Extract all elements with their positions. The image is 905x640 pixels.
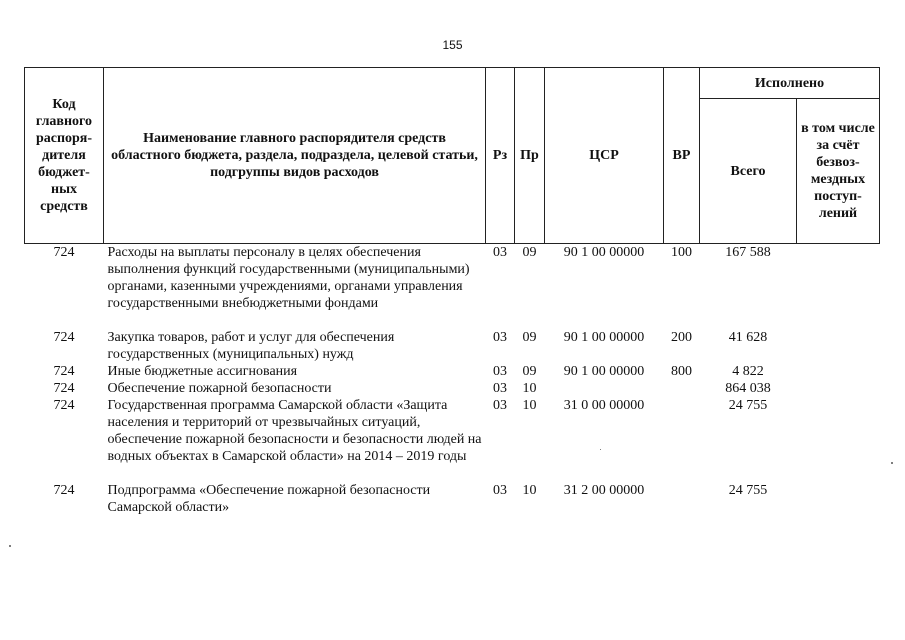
scan-speck — [600, 449, 601, 450]
row-total: 4 822 — [732, 364, 764, 379]
row-rz: 03 — [493, 483, 507, 498]
table-row — [25, 244, 880, 330]
row-csr: 90 1 00 00000 — [563, 330, 645, 345]
header-vr: ВР — [664, 68, 700, 244]
scan-speck — [9, 545, 11, 547]
row-name: Государственная программа Самарской области «Защита населения и территорий от чрезвычайных ситуаций, обеспечение пожарной безопасности и безопасности людей на водных объектах в Самарской области» на 2014 – 2019 годы — [107, 398, 482, 464]
row-name: Расходы на выплаты персоналу в целях обеспечения выполнения функций государственными (муниципальными) органами, казенными учреждениями, органами управления государственными внебюджетными фондами — [107, 245, 470, 311]
row-pr: 09 — [522, 245, 537, 260]
row-rz: 03 — [493, 245, 507, 260]
budget-expenditure-table — [24, 67, 880, 516]
row-vr — [664, 397, 700, 482]
row-gratuitous — [797, 329, 880, 363]
header-code: Код главного распоря-дителя бюджет-ных средств — [25, 68, 104, 244]
row-csr — [545, 380, 664, 397]
row-gratuitous — [797, 244, 880, 330]
row-vr: 800 — [671, 364, 692, 379]
scan-speck — [891, 462, 893, 464]
row-rz: 03 — [493, 330, 507, 345]
header-pr: Пр — [515, 68, 545, 244]
row-name: Подпрограмма «Обеспечение пожарной безопасности Самарской области» — [107, 483, 431, 515]
row-total: 41 628 — [728, 330, 768, 345]
row-total: 864 038 — [725, 381, 771, 396]
row-csr: 31 2 00 00000 — [563, 483, 645, 498]
row-code: 724 — [53, 245, 75, 260]
table-row — [25, 380, 880, 397]
header-gratuitous: в том числе за счёт безвоз-мездных поступ-лений — [797, 99, 880, 244]
row-vr: 100 — [671, 245, 692, 260]
row-code: 724 — [53, 364, 75, 379]
row-pr: 10 — [522, 483, 537, 498]
row-rz: 03 — [493, 398, 507, 413]
table-body — [25, 244, 880, 517]
row-pr: 09 — [522, 364, 537, 379]
row-vr: 200 — [671, 330, 692, 345]
row-total: 24 755 — [728, 483, 768, 498]
row-code: 724 — [53, 381, 75, 396]
row-total: 24 755 — [728, 398, 768, 413]
row-gratuitous — [797, 363, 880, 380]
table-row — [25, 397, 880, 482]
table-header — [25, 68, 880, 244]
row-csr: 31 0 00 00000 — [563, 398, 645, 413]
row-pr: 10 — [522, 398, 537, 413]
row-pr: 10 — [522, 381, 537, 396]
header-name: Наименование главного распорядителя средств областного бюджета, раздела, подраздела, целевой статьи, подгруппы видов расходов — [104, 68, 486, 244]
row-csr: 90 1 00 00000 — [563, 364, 645, 379]
table-row — [25, 482, 880, 516]
row-csr: 90 1 00 00000 — [563, 245, 645, 260]
page-number: 155 — [442, 38, 463, 52]
row-name: Иные бюджетные ассигнования — [107, 364, 298, 379]
header-total: Всего — [700, 99, 797, 244]
row-gratuitous — [797, 380, 880, 397]
row-vr — [664, 380, 700, 397]
row-code: 724 — [53, 330, 75, 345]
row-vr — [664, 482, 700, 516]
row-gratuitous — [797, 397, 880, 482]
row-pr: 09 — [522, 330, 537, 345]
row-code: 724 — [53, 398, 75, 413]
row-rz: 03 — [493, 381, 507, 396]
row-code: 724 — [53, 483, 75, 498]
row-name: Закупка товаров, работ и услуг для обеспечения государственных (муниципальных) нужд — [107, 330, 395, 362]
row-total: 167 588 — [725, 245, 771, 260]
row-rz: 03 — [493, 364, 507, 379]
header-csr: ЦСР — [545, 68, 664, 244]
table-row — [25, 329, 880, 363]
row-name: Обеспечение пожарной безопасности — [107, 381, 332, 396]
header-executed: Исполнено — [700, 68, 880, 99]
table-row — [25, 363, 880, 380]
row-gratuitous — [797, 482, 880, 516]
header-rz: Рз — [486, 68, 515, 244]
